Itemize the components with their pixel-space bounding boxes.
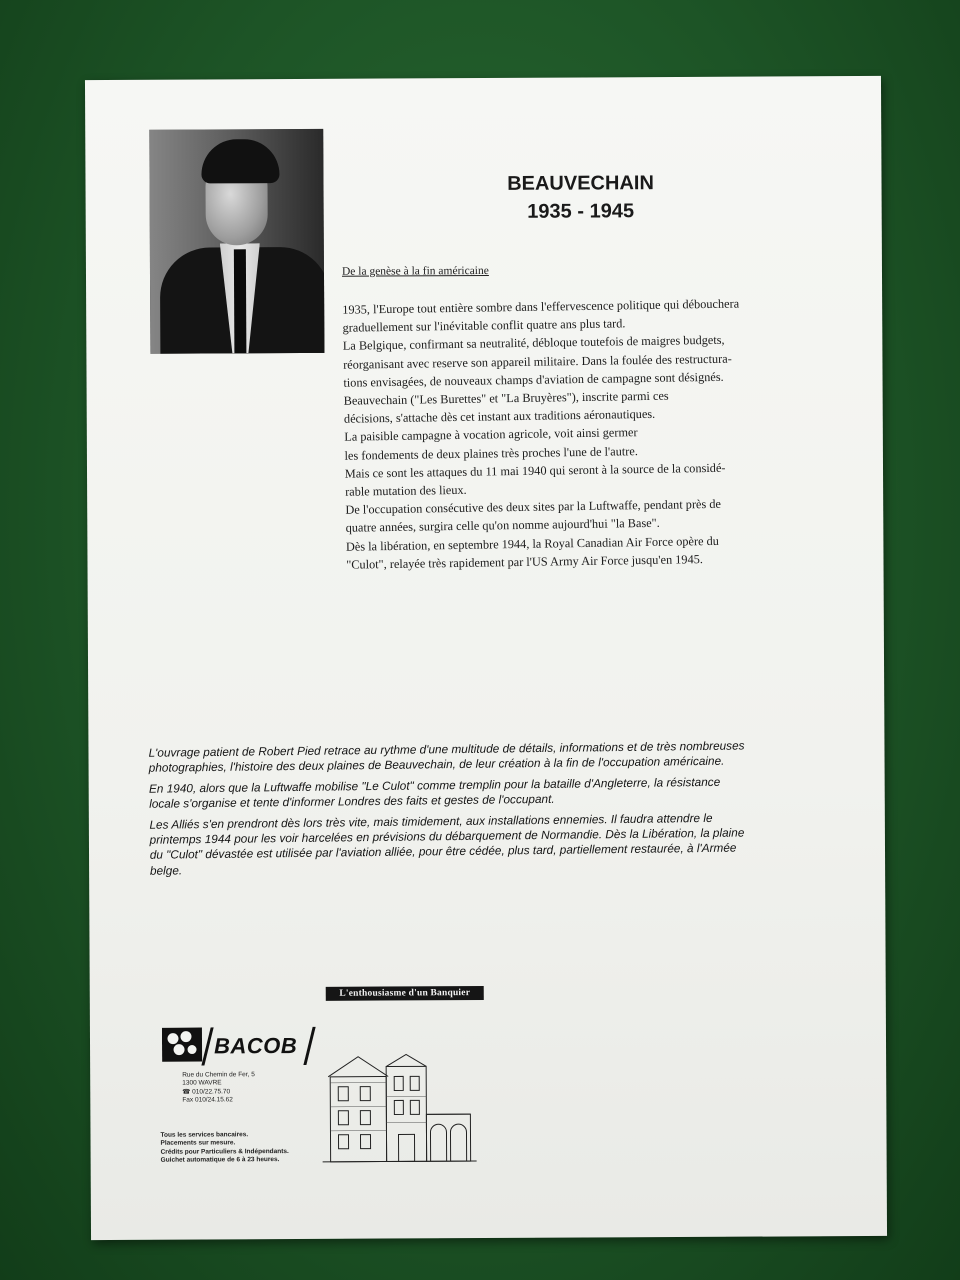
- services-line: Tous les services bancaires.: [160, 1131, 249, 1139]
- history-line: décisions, s'attache dès cet instant aux traditions aéronautiques.: [343, 407, 656, 426]
- history-line: les fondements de deux plaines très proches l'une de l'autre.: [344, 443, 638, 463]
- title-line-1: BEAUVECHAIN: [507, 172, 654, 195]
- history-line: De l'occupation consécutive des deux sites par la Luftwaffe, pendant près de: [345, 497, 722, 517]
- summary-paragraph: Les Alliés s'en prendront dès lors très vite, mais timidement, aux installations ennemies. Il faudra attendre le printemps 1944 pour les voir harcelées en prévisions du débarquement de Normandie. Dès la Libération, la plaine du "Culot" dévastée est utilisée par l'aviation alliée, pour être cédée, plus tard, partiellement restaurée, à l'Armée belge.: [149, 810, 745, 878]
- bank-building-illustration: [318, 1036, 479, 1167]
- services-line: Guichet automatique de 6 à 23 heures.: [160, 1156, 280, 1164]
- history-line: Beauvechain ("Les Burettes" et "La Bruyères"), inscrite parmi ces: [343, 388, 669, 408]
- summary-paragraph: L'ouvrage patient de Robert Pied retrace au rythme d'une multitude de détails, informations et de très nombreuses photographies, l'histoire des deux plaines de Beauvechain, de leur création à la fin de l'occupation américaine.: [148, 738, 745, 776]
- book-title: [445, 169, 715, 226]
- services-line: Crédits pour Particuliers & Indépendants.: [160, 1147, 289, 1156]
- sponsor-services: [160, 1131, 330, 1166]
- address-line: Fax 010/24.15.62: [182, 1096, 233, 1104]
- bacob-name: BACOB: [213, 1032, 298, 1059]
- history-line: réorganisant avec reserve son appareil militaire. Dans la foulée des restructura-: [343, 351, 732, 372]
- summary-paragraph: En 1940, alors que la Luftwaffe mobilise "Le Culot" comme tremplin pour la bataille d'Angleterre, la résistance locale s'organise et tente d'informer Londres des faits et gestes de l'occupant.: [148, 774, 721, 811]
- history-line: tions envisagées, de nouveaux champs d'aviation de campagne sont désignés.: [343, 369, 724, 390]
- address-line: Rue du Chemin de Fer, 5: [182, 1071, 255, 1079]
- book-back-cover: [85, 76, 887, 1240]
- section-subtitle: De la genèse à la fin américaine: [341, 264, 489, 278]
- address-line: 1300 WAVRE: [182, 1079, 222, 1088]
- history-line: 1935, l'Europe tout entière sombre dans l'effervescence politique qui débouchera: [342, 296, 740, 317]
- history-text: [342, 294, 796, 574]
- history-line: Dès la libération, en septembre 1944, la Royal Canadian Air Force opère du: [345, 533, 719, 554]
- address-line: ☎ 010/22.75.70: [182, 1088, 231, 1096]
- history-line: rable mutation des lieux.: [345, 482, 467, 499]
- sponsor-address: [182, 1071, 302, 1105]
- history-line: Mais ce sont les attaques du 11 mai 1940 qui seront à la source de la considé-: [344, 460, 726, 481]
- history-line: La Belgique, confirmant sa neutralité, débloque toutefois de maigres budgets,: [342, 333, 725, 354]
- services-line: Placements sur mesure.: [160, 1139, 236, 1148]
- bacob-logo: [162, 1027, 312, 1066]
- sponsor-banner: L'enthousiasme d'un Banquier: [326, 986, 484, 1001]
- title-line-2: 1935 - 1945: [527, 200, 635, 223]
- history-line: La paisible campagne à vocation agricole, voit ainsi germer: [344, 425, 638, 445]
- history-line: graduellement sur l'inévitable conflit quatre ans plus tard.: [342, 316, 626, 335]
- history-line: "Culot", relayée très rapidement par l'US Army Air Force jusqu'en 1945.: [346, 551, 704, 572]
- summary-text: [148, 738, 750, 884]
- author-portrait-photo: [149, 129, 324, 354]
- bacob-logo-icon: [162, 1027, 204, 1063]
- history-line: quatre années, surgira celle qu'on nomme aujourd'hui "la Base".: [345, 516, 660, 536]
